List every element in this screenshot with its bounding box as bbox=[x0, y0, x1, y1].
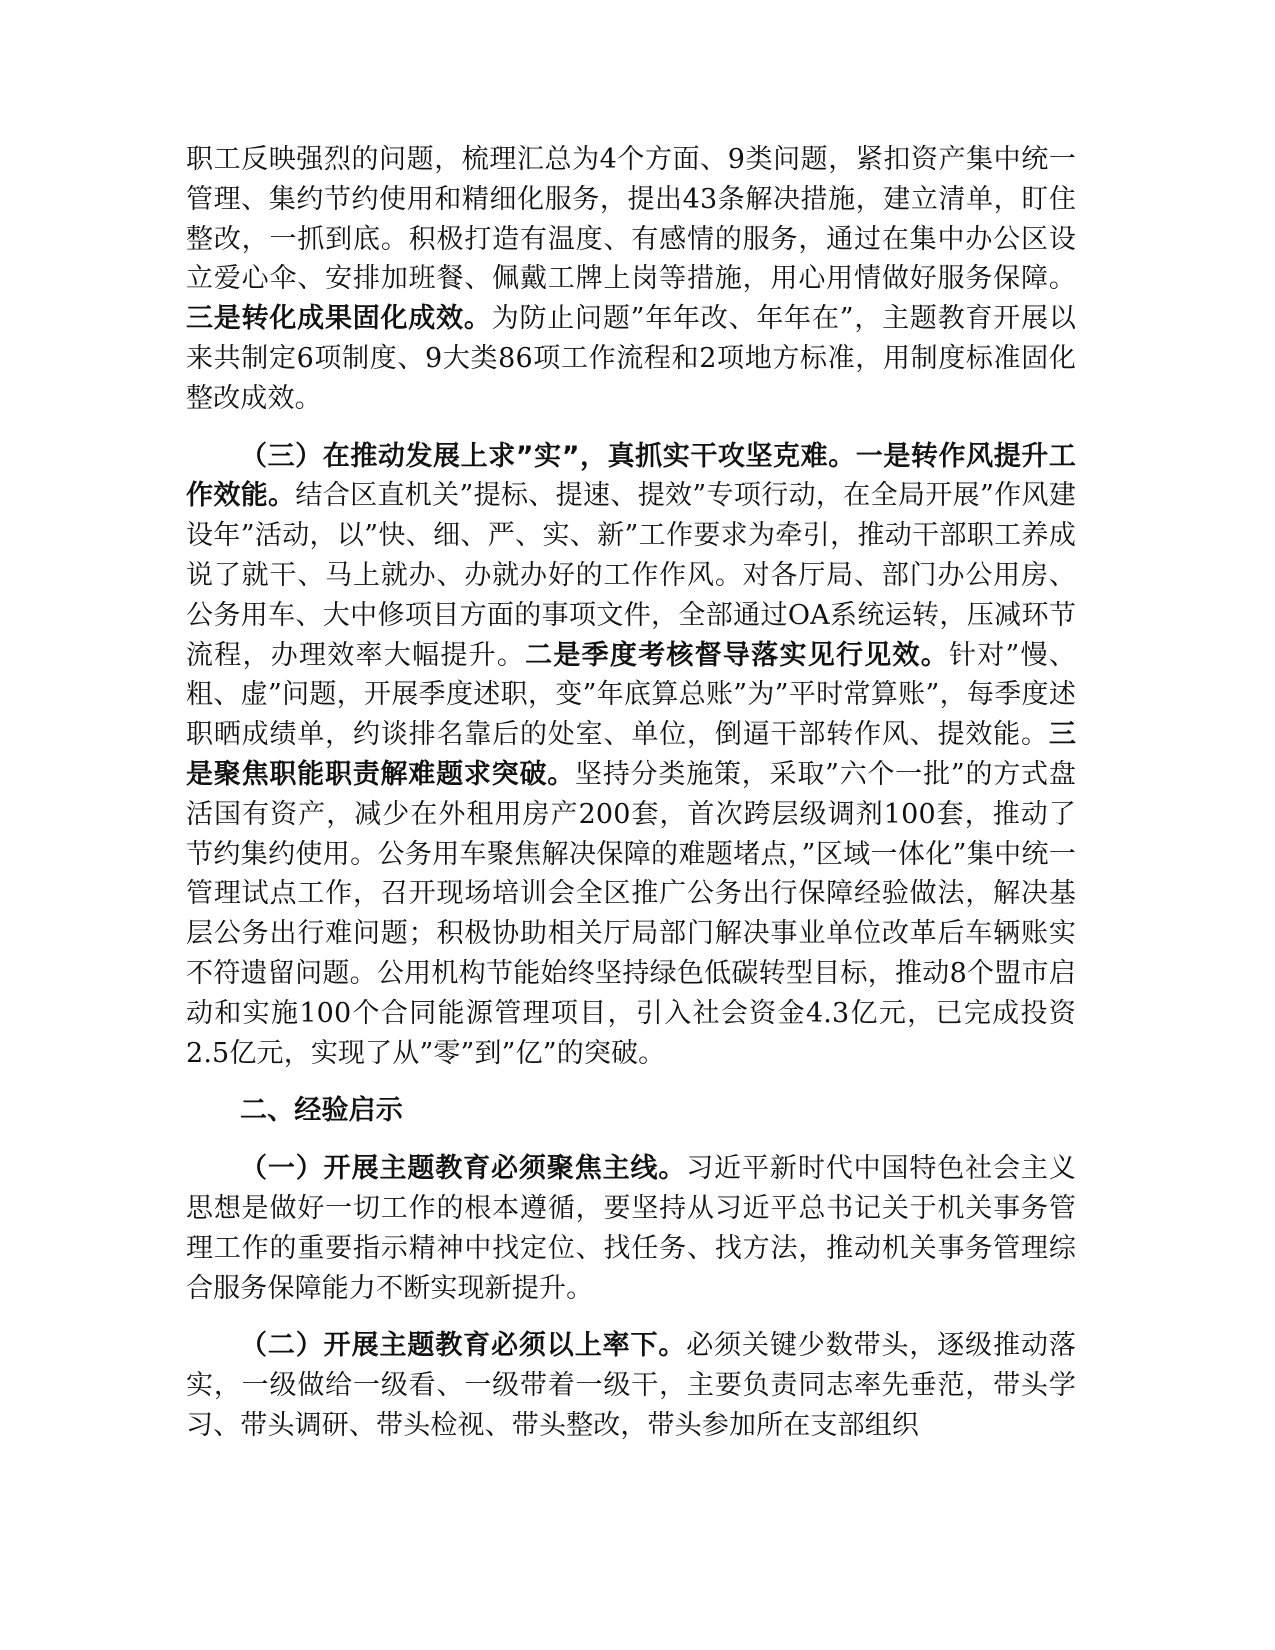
bold-lead-phrase: 三是聚焦职能职责解难题求突破。 bbox=[186, 719, 1076, 790]
bold-lead-phrase: （一）开展主题教育必须聚焦主线。 bbox=[240, 1153, 687, 1185]
paragraph-text: 针对”慢、粗、虚”问题，开展季度述职，变”年底算总账”为”平时常算账”，每季度述职晒成绩单，约谈排名靠后的处室、单位，倒逼干部转作风、提效能。 bbox=[186, 639, 1076, 751]
bold-lead-phrase: 二是季度考核督导落实见行见效。 bbox=[525, 639, 949, 671]
paragraph-text: 坚持分类施策，采取”六个一批”的方式盘活国有资产，减少在外租用房产200套，首次跨层级调剂100套，推动了节约集约使用。公务用车聚焦解决保障的难题堵点，”区域一体化”集中统一管理试点工作，召开现场培训会全区推广公务出行保障经验做法，解决基层公务出行难问题；积极协助相关厅局部门解决事业单位改革后车辆账实不符遗留问题。公用机构节能始终坚持绿色低碳转型目标，推动8个盟市启动和实施100个合同能源管理项目，引入社会资金4.3亿元，已完成投资2.5亿元，实现了从”零”到”亿”的突破。 bbox=[186, 758, 1076, 1069]
paragraph-text: 习近平新时代中国特色社会主义思想是做好一切工作的根本遵循，要坚持从习近平总书记关于机关事务管理工作的重要指示精神中找定位、找任务、找方法，推动机关事务管理综合服务保障能力不断实现新提升。 bbox=[186, 1153, 1076, 1304]
paragraph-lesson-two bbox=[186, 1326, 1076, 1445]
paragraph-continued bbox=[186, 140, 1076, 419]
paragraph-section-three bbox=[186, 437, 1076, 1074]
paragraph-text: 为防止问题”年年改、年年在”，主题教育开展以来共制定6项制度、9大类86项工作流程和2项地方标准，用制度标准固化整改成效。 bbox=[186, 303, 1077, 414]
bold-lead-phrase: （二）开展主题教育必须以上率下。 bbox=[240, 1330, 687, 1362]
paragraph-text: 结合区直机关”提标、提速、提效”专项行动，在全局开展”作风建设年”活动，以”快、细、严、实、新”工作要求为牵引，推动干部职工养成说了就干、马上就办、办就办好的工作作风。对各厅局、部门办公用房、公务用车、大中修项目方面的事项文件，全部通过OA系统运转，压减环节流程，办理效率大幅提升。 bbox=[186, 480, 1076, 671]
section-heading: 二、经验启示 bbox=[240, 1095, 403, 1127]
paragraph-text: 必须关键少数带头，逐级推动落实，一级做给一级看、一级带着一级干，主要负责同志率先垂范，带头学习、带头调研、带头检视、带头整改，带头参加所在支部组织 bbox=[186, 1330, 1076, 1441]
bold-section-heading: （三）在推动发展上求”实”，真抓实干攻坚克难。一是转作风提升工作效能。 bbox=[186, 440, 1076, 512]
document-body bbox=[186, 140, 1076, 1446]
paragraph-text: 职工反映强烈的问题，梳理汇总为4个方面、9类问题，紧扣资产集中统一管理、集约节约使用和精细化服务，提出43条解决措施，建立清单，盯住整改，一抓到底。积极打造有温度、有感情的服务，通过在集中办公区设立爱心伞、安排加班餐、佩戴工牌上岗等措施，用心用情做好服务保障。 bbox=[186, 144, 1076, 295]
paragraph-lesson-one bbox=[186, 1149, 1076, 1308]
bold-lead-phrase: 三是转化成果固化成效。 bbox=[186, 303, 492, 335]
